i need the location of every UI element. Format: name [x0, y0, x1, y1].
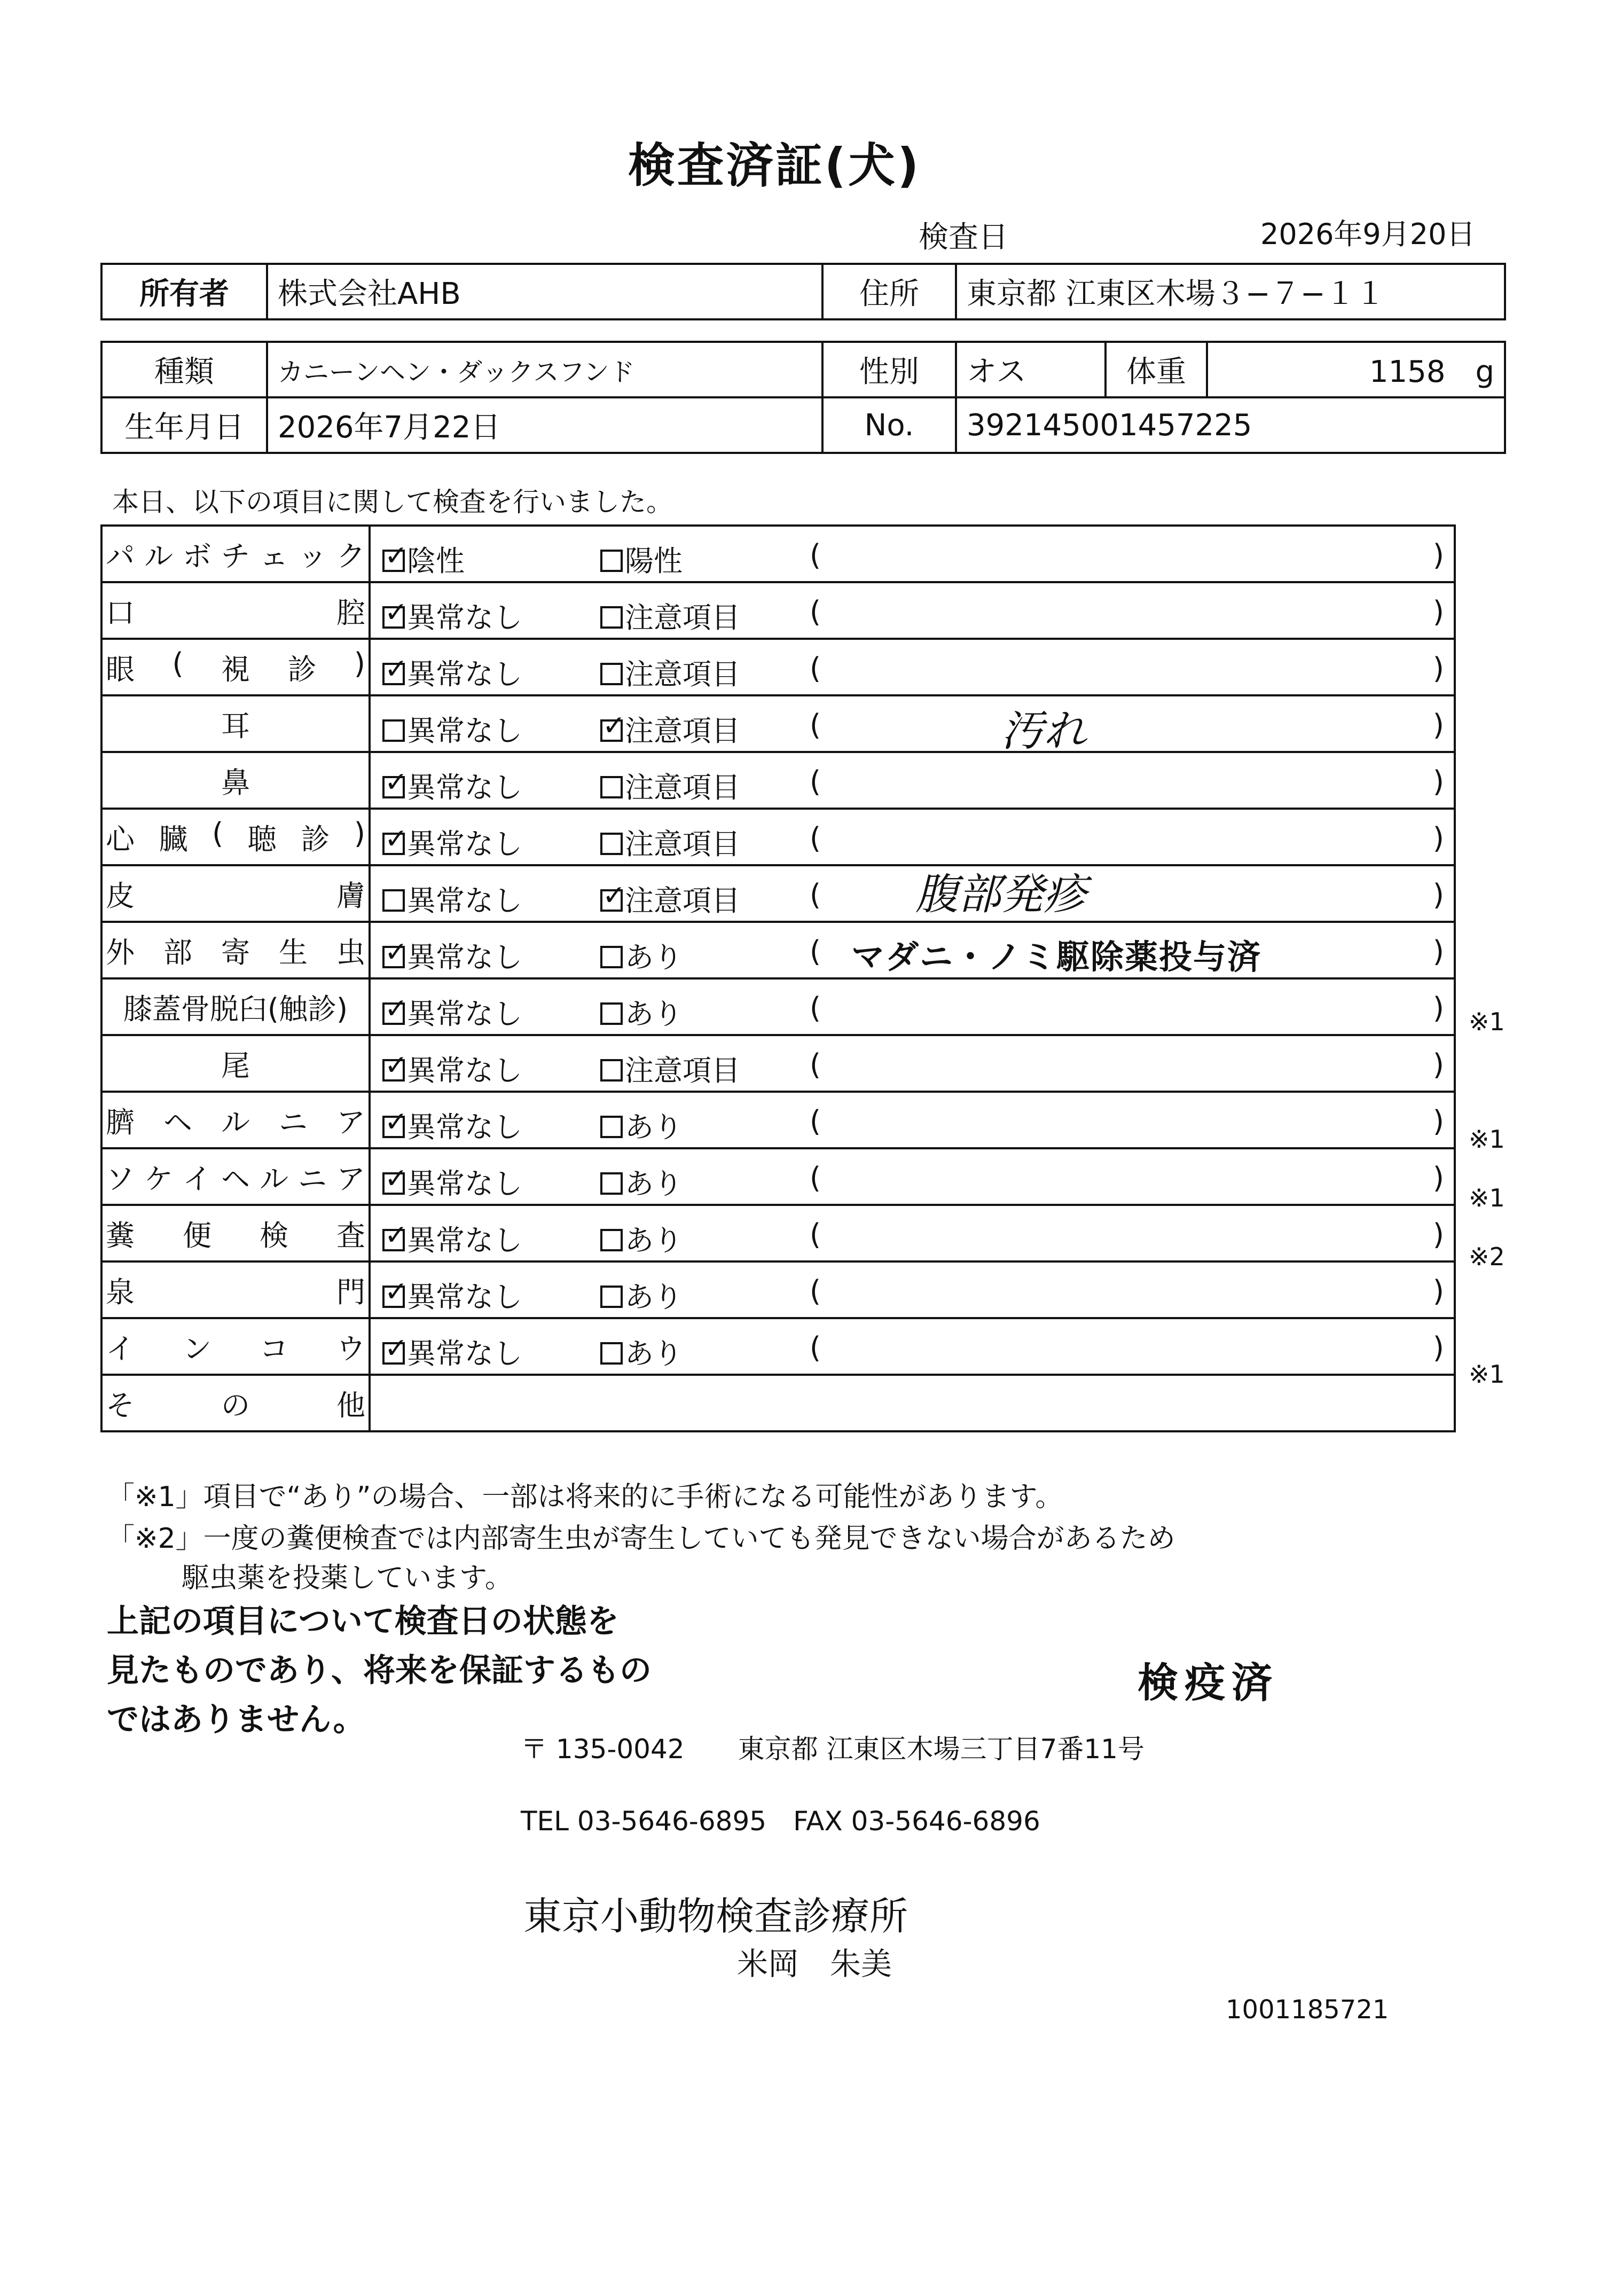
sex-value: オス: [956, 342, 1106, 397]
option-normal[interactable]: [382, 1218, 522, 1259]
check-row: [101, 809, 1455, 865]
option-abnormal[interactable]: [600, 878, 740, 919]
sex-label: 性別: [822, 342, 956, 397]
item-name-char: 鼻: [221, 765, 250, 800]
paren-open: (: [810, 1274, 821, 1308]
check-item-body: [370, 1261, 1455, 1318]
option-abnormal[interactable]: [600, 652, 740, 693]
breed-label: 種類: [101, 342, 267, 397]
item-name-char: ル: [260, 1162, 288, 1196]
option-normal[interactable]: [382, 538, 465, 579]
item-name-char: ボ: [183, 539, 211, 573]
paren-close: ): [1432, 991, 1444, 1025]
item-name-char: 尾: [221, 1048, 250, 1083]
option-abnormal[interactable]: [600, 595, 740, 636]
check-row: [101, 1375, 1455, 1431]
handwritten-remark: 腹部発疹: [915, 869, 1086, 919]
footnote-mark: ※1: [1469, 1184, 1505, 1212]
option-normal[interactable]: [382, 765, 522, 806]
item-name-char: 部: [163, 935, 192, 969]
check-row: [101, 582, 1455, 639]
checkbox[interactable]: [382, 833, 405, 855]
check-row: [101, 752, 1455, 809]
option-label: 異常なし: [407, 1280, 522, 1314]
item-name-char: ヘ: [221, 1162, 250, 1196]
check-item-body: [370, 526, 1455, 582]
paren-open: (: [810, 991, 821, 1025]
inspection-date-label: 検査日: [919, 220, 1008, 255]
owner-label: 所有者: [101, 264, 267, 319]
paren-close: ): [1432, 821, 1444, 855]
item-name-char: そ: [106, 1388, 135, 1422]
checkbox[interactable]: [600, 1229, 623, 1251]
remark-text: マダニ・ノミ駆除薬投与済: [851, 937, 1262, 976]
item-name-char: ウ: [336, 1331, 365, 1366]
option-abnormal[interactable]: [600, 935, 683, 976]
paren-open: (: [810, 538, 821, 572]
item-name-char: ニ: [298, 1162, 327, 1196]
check-item-body: [370, 752, 1455, 809]
paren-close: ): [1432, 765, 1444, 798]
option-normal[interactable]: [382, 935, 522, 976]
option-label: あり: [625, 1337, 683, 1370]
animal-table: [100, 341, 1506, 454]
option-label: 陽性: [625, 544, 683, 578]
check-item-body: [370, 1318, 1455, 1375]
check-row: [101, 865, 1455, 922]
item-name-char: ッ: [298, 539, 327, 573]
item-name-char: 口: [106, 595, 135, 630]
document-title: 検査済証(犬): [628, 138, 921, 193]
check-item-name: [101, 639, 370, 695]
option-normal[interactable]: [382, 821, 522, 863]
option-label: 注意項目: [625, 1054, 740, 1087]
check-row: [101, 526, 1455, 582]
item-name-char: の: [221, 1388, 250, 1422]
handwritten-remark: 汚れ: [1001, 706, 1086, 756]
item-name-char: 査: [336, 1218, 365, 1252]
item-name-char: ル: [144, 539, 173, 573]
checkbox[interactable]: [600, 663, 623, 685]
check-row: [101, 1205, 1455, 1261]
paren-close: ): [1432, 1331, 1444, 1365]
option-label: 異常なし: [407, 1167, 522, 1201]
check-row: [101, 1035, 1455, 1092]
item-name-char: 生: [279, 935, 308, 969]
serial-number: 1001185721: [1226, 1995, 1389, 2025]
checkbox[interactable]: [382, 550, 405, 572]
option-label: 異常なし: [407, 771, 522, 804]
inspection-date: 2026年9月20日: [1260, 217, 1476, 251]
check-item-name: [101, 1092, 370, 1148]
option-label: 異常なし: [407, 1054, 522, 1087]
option-label: 異常なし: [407, 714, 522, 748]
option-normal[interactable]: [382, 708, 522, 749]
item-name-char: 眼: [106, 652, 135, 686]
clinic-name: 東京小動物検査診療所: [523, 1894, 908, 1939]
item-name-char: 診: [287, 652, 317, 686]
item-name-char: (: [212, 816, 224, 850]
option-label: あり: [625, 1110, 683, 1144]
clinic-address: 〒 135-0042 東京都 江東区木場三丁目7番11号: [521, 1734, 1144, 1765]
option-label: 注意項目: [625, 827, 740, 861]
check-item-body: [370, 1205, 1455, 1261]
option-abnormal[interactable]: [600, 821, 740, 863]
footnote-2: 「※2」一度の糞便検査では内部寄生虫が寄生していても発見できない場合があるため: [107, 1523, 1175, 1555]
owner-address: 東京都 江東区木場３−７−１１: [956, 264, 1505, 319]
item-name-char: ェ: [260, 539, 288, 573]
checkbox[interactable]: [382, 1116, 405, 1138]
check-item-name: [101, 809, 370, 865]
item-name-char: 皮: [106, 879, 135, 913]
microchip-no: 392145001457225: [956, 397, 1505, 453]
option-normal[interactable]: [382, 1104, 522, 1146]
checkbox[interactable]: [382, 889, 405, 912]
option-abnormal[interactable]: [600, 991, 683, 1032]
item-name-char: ク: [336, 539, 365, 573]
dob-label: 生年月日: [101, 397, 267, 453]
check-item-name: [101, 1318, 370, 1375]
option-label: 注意項目: [625, 714, 740, 748]
disclaimer-line: 見たものであり、将来を保証するもの: [107, 1652, 652, 1689]
item-name-char: (: [172, 646, 184, 680]
item-name-char: 聴: [247, 822, 277, 856]
option-label: あり: [625, 997, 683, 1031]
item-name-char: イ: [106, 1331, 135, 1366]
check-row: [101, 639, 1455, 695]
check-item-body: [370, 639, 1455, 695]
vet-name: 米岡 朱美: [737, 1946, 892, 1982]
item-name-char: 診: [301, 822, 330, 856]
footnote-mark: ※1: [1469, 1007, 1505, 1036]
check-row: [101, 1092, 1455, 1148]
clinic-phone: TEL 03-5646-6895 FAX 03-5646-6896: [521, 1806, 1040, 1837]
check-item-name: [101, 1205, 370, 1261]
item-name-char: 他: [336, 1388, 365, 1422]
paren-close: ): [1432, 935, 1444, 968]
paren-close: ): [1432, 595, 1444, 629]
checkbox[interactable]: [382, 606, 405, 629]
option-abnormal[interactable]: [600, 1104, 683, 1146]
no-label: No.: [822, 397, 956, 453]
check-row: [101, 695, 1455, 752]
item-name-char: 視: [221, 652, 250, 686]
option-normal[interactable]: [382, 652, 522, 693]
option-label: あり: [625, 1167, 683, 1201]
check-item-body: [370, 1148, 1455, 1205]
paren-open: (: [810, 1048, 821, 1082]
checkbox[interactable]: [382, 1342, 405, 1365]
paren-close: ): [1432, 1218, 1444, 1251]
paren-close: ): [1432, 1161, 1444, 1195]
check-item-name: [101, 582, 370, 639]
check-item-body: [370, 1375, 1455, 1431]
checkbox[interactable]: [382, 1059, 405, 1082]
checkbox[interactable]: [600, 1342, 623, 1365]
quarantine-stamp: 検疫済: [1138, 1659, 1279, 1706]
owner-name: 株式会社AHB: [267, 264, 822, 319]
item-name-char: 門: [336, 1275, 365, 1309]
checkbox[interactable]: [600, 606, 623, 629]
option-label: あり: [625, 1224, 683, 1257]
owner-table: [100, 263, 1506, 320]
check-item-body: [370, 1035, 1455, 1092]
paren-open: (: [810, 878, 821, 912]
item-name-char: 心: [106, 822, 135, 856]
option-label: 異常なし: [407, 601, 522, 634]
item-name-char: ニ: [279, 1105, 308, 1139]
item-name-char: 膚: [336, 879, 365, 913]
paren-close: ): [1432, 1104, 1444, 1138]
item-name-char: ): [354, 816, 365, 850]
checkbox[interactable]: [600, 776, 623, 798]
item-name-char: ア: [336, 1162, 365, 1196]
check-item-name: [101, 978, 370, 1035]
option-abnormal[interactable]: [600, 1218, 683, 1259]
checkbox[interactable]: [382, 1002, 405, 1025]
item-name-char: ソ: [106, 1162, 135, 1196]
option-abnormal[interactable]: [600, 1161, 683, 1202]
option-label: 注意項目: [625, 601, 740, 634]
option-label: 異常なし: [407, 1110, 522, 1144]
item-name-char: 臍: [106, 1105, 135, 1139]
check-item-name: [101, 922, 370, 978]
check-item-name: [101, 1148, 370, 1205]
paren-close: ): [1432, 878, 1444, 912]
item-name-char: 寄: [221, 935, 250, 969]
check-row: [101, 1148, 1455, 1205]
check-row: [101, 922, 1455, 978]
footnote-mark: ※1: [1469, 1125, 1505, 1154]
check-item-name: [101, 695, 370, 752]
option-abnormal[interactable]: [600, 1331, 683, 1372]
checkbox[interactable]: [600, 833, 623, 855]
weight-label: 体重: [1106, 342, 1207, 397]
item-name-char: ア: [336, 1105, 365, 1139]
checkbox[interactable]: [600, 1002, 623, 1025]
checkbox[interactable]: [382, 946, 405, 968]
option-label: 注意項目: [625, 657, 740, 691]
option-abnormal[interactable]: [600, 538, 683, 579]
paren-open: (: [810, 1218, 821, 1251]
option-label: 異常なし: [407, 941, 522, 974]
paren-open: (: [810, 1104, 821, 1138]
paren-close: ): [1432, 652, 1444, 685]
option-label: 注意項目: [625, 771, 740, 804]
option-abnormal[interactable]: [600, 1048, 740, 1089]
paren-close: ): [1432, 1274, 1444, 1308]
option-normal[interactable]: [382, 595, 522, 636]
checkbox[interactable]: [600, 946, 623, 968]
paren-open: (: [810, 821, 821, 855]
check-row: [101, 1318, 1455, 1375]
checkbox[interactable]: [600, 1172, 623, 1195]
check-item-name: [101, 865, 370, 922]
item-name-char: 臓: [159, 822, 188, 856]
option-label: 注意項目: [625, 884, 740, 918]
option-normal[interactable]: [382, 1048, 522, 1089]
item-name-char: コ: [260, 1331, 288, 1366]
checkbox[interactable]: [600, 1286, 623, 1308]
paren-open: (: [810, 935, 821, 968]
check-item-body: [370, 695, 1455, 756]
option-abnormal[interactable]: [600, 1274, 683, 1315]
check-item-body: [370, 1092, 1455, 1148]
checkbox[interactable]: [382, 1286, 405, 1308]
intro-text: 本日、以下の項目に関して検査を行いました。: [112, 487, 673, 518]
checkbox[interactable]: [600, 550, 623, 572]
item-name-char: ル: [221, 1105, 250, 1139]
check-item-body: [370, 809, 1455, 865]
option-label: 異常なし: [407, 1337, 522, 1370]
check-item-body: [370, 582, 1455, 639]
checkbox[interactable]: [382, 663, 405, 685]
checkbox[interactable]: [600, 889, 623, 912]
item-name-char: 泉: [106, 1275, 135, 1309]
check-table: [100, 524, 1456, 1432]
check-item-name: [101, 1035, 370, 1092]
option-label: 陰性: [407, 544, 465, 578]
option-label: あり: [625, 1280, 683, 1314]
option-label: 異常なし: [407, 884, 522, 918]
paren-open: (: [810, 1161, 821, 1195]
item-name-char: 検: [260, 1218, 288, 1252]
disclaimer-line: 上記の項目について検査日の状態を: [107, 1603, 619, 1640]
item-name-char: 外: [106, 935, 135, 969]
check-item-body: [370, 978, 1455, 1035]
footnote-mark: ※2: [1469, 1242, 1505, 1271]
item-name-char: チ: [221, 539, 250, 573]
item-name-char: パ: [106, 539, 135, 573]
option-normal[interactable]: [382, 1274, 522, 1315]
option-normal[interactable]: [382, 1331, 522, 1372]
paren-open: (: [810, 595, 821, 629]
check-item-name: [101, 1375, 370, 1431]
paren-open: (: [810, 765, 821, 798]
check-item-body: [370, 865, 1455, 922]
checkbox[interactable]: [382, 1229, 405, 1251]
paren-close: ): [1432, 1048, 1444, 1082]
dob-value: 2026年7月22日: [267, 397, 822, 453]
check-item-name: [101, 526, 370, 582]
option-label: 異常なし: [407, 657, 522, 691]
item-name-char: 便: [183, 1218, 211, 1252]
item-name-char: イ: [183, 1162, 211, 1196]
check-item-body: [370, 922, 1455, 978]
paren-close: ): [1432, 708, 1444, 742]
address-label: 住所: [822, 264, 956, 319]
checkbox[interactable]: [600, 1116, 623, 1138]
check-item-name: [101, 1261, 370, 1318]
checkbox[interactable]: [600, 719, 623, 742]
item-name-char: 膝蓋骨脱臼(触診): [123, 992, 348, 1026]
footnote-1: 「※1」項目で“あり”の場合、一部は将来的に手術になる可能性があります。: [107, 1481, 1063, 1513]
item-name-char: ン: [183, 1331, 211, 1366]
item-name-char: 糞: [106, 1218, 135, 1252]
footnote-mark: ※1: [1469, 1360, 1505, 1389]
option-label: 異常なし: [407, 1224, 522, 1257]
paren-open: (: [810, 708, 821, 742]
item-name-char: ): [354, 646, 365, 680]
item-name-char: 虫: [336, 935, 365, 969]
option-label: 異常なし: [407, 997, 522, 1031]
check-row: [101, 978, 1455, 1035]
checkbox[interactable]: [382, 776, 405, 798]
check-row: [101, 1261, 1455, 1318]
checkbox[interactable]: [382, 719, 405, 742]
disclaimer: [107, 1597, 652, 1744]
paren-open: (: [810, 652, 821, 685]
option-normal[interactable]: [382, 991, 522, 1032]
option-normal[interactable]: [382, 878, 522, 919]
checkbox[interactable]: [600, 1059, 623, 1082]
weight-value: 1158 g: [1207, 342, 1505, 397]
footnote-2-cont: 駆虫薬を投薬しています。: [182, 1562, 513, 1594]
paren-close: ): [1432, 538, 1444, 572]
item-name-char: ケ: [144, 1162, 173, 1196]
option-normal[interactable]: [382, 1161, 522, 1202]
item-name-char: 腔: [336, 595, 365, 630]
item-name-char: ヘ: [163, 1105, 192, 1139]
checkbox[interactable]: [382, 1172, 405, 1195]
disclaimer-line: ではありません。: [107, 1701, 365, 1738]
option-abnormal[interactable]: [600, 765, 740, 806]
breed-value: カニーンヘン・ダックスフンド: [267, 342, 822, 397]
check-item-name: [101, 752, 370, 809]
item-name-char: 耳: [221, 709, 250, 743]
option-abnormal[interactable]: [600, 708, 740, 749]
option-label: 異常なし: [407, 827, 522, 861]
option-label: あり: [625, 941, 683, 974]
paren-open: (: [810, 1331, 821, 1365]
